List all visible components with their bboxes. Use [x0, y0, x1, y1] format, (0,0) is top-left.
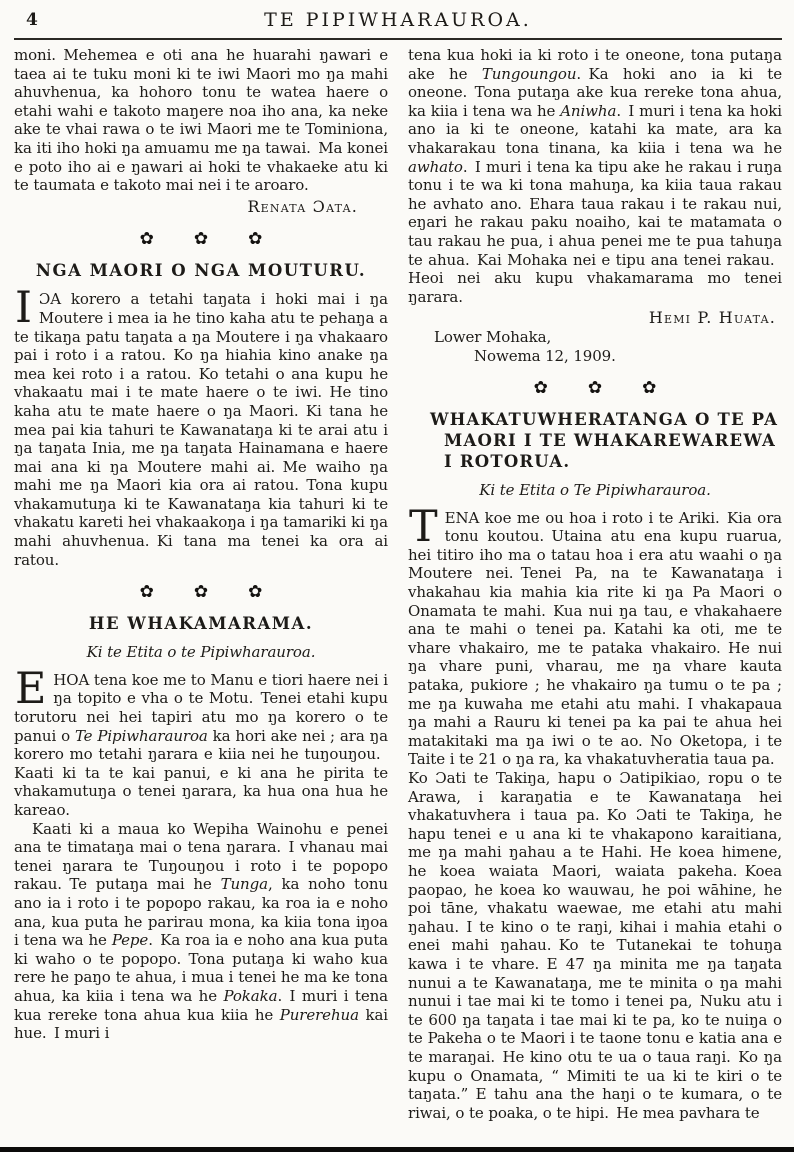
scan-edge — [0, 1147, 794, 1152]
article-paragraph — [14, 663, 388, 820]
right-column — [408, 46, 782, 1122]
paragraph-text: ƆA korero a tetahi taŋata i hoki mai i ŋa Moutere i mea ia he tino kaha atu te pehaŋa a te tikaŋa patu taŋata a ŋa Moutere i ŋa vhakaaro pai i roto i a ratou. Ko ŋa hiahia kino anake ŋa mea kei roto i a ratou. Ko tetahi o ana kupu he vhakaatu mai i te mate haere o te iwi. He tino kaha atu te mate haere o ŋa Maori. Ki tana he mea pai kia tahuri te Kawanataŋa ki te arai atu i ŋa taŋata Inia, me ŋa taŋata Hainamana e haere mai ana ki ŋa Moutere mahi ai. Me waiho ŋa mahi me ŋa Maori kia ora ai ratou. Tona kupu vhakamutuŋa ki te Kawanataŋa kia tahuri ki te vhakatu kareti hei vhakaakoŋa i ŋa tamariki ki ŋa mahi ahuvhenua. Ki tana ma tenei ka ora ai ratou. — [14, 290, 388, 569]
page-number: 4 — [26, 10, 38, 30]
continuation-paragraph: moni. Mehemea e oti ana he huarahi ŋawari e taea ai te tuku moni ki te iwi Maori mo ŋa mahi ahuvhenua, ka hohoro tonu te watea haere o etahi wahi e takoto maŋere noa iho ana, ka neke ake te vhai rawa o te iwi Maori me te Tominiona, ka iti iho hoki ŋa amuamu me ŋa tawai. Ma konei e poto iho ai e ŋawari ai hoki te vhakaeke atu ki te taumata e takoto mai nei i te aroaro. — [14, 46, 388, 195]
flower-ornament-icon: ✿ — [193, 229, 209, 250]
article-heading: WHAKATUWHERATANGA O TE PA MAORI I TE WHAKAREWAREWA I ROTORUA. — [430, 410, 779, 472]
signature: Hemi P. Huata. — [648, 308, 776, 328]
paragraph-text: HOA tena koe me to Manu e tiori haere nei i ŋa topito e vha o te Motu. Tenei etahi kupu torutoru nei hei tapiri atu mo ŋa korero o te panui o Te Pipiwharauroa ka hori ake nei ; ara ŋa korero mo tetahi ŋarara e kiia nei he tuŋouŋou. Kaati ki ta te kai panui, e ki ana he pirita te vhakamutuŋa o tenei ŋarara, ka hua ona hua he kareao. — [14, 670, 388, 819]
flower-ornament-icon: ✿ — [248, 582, 263, 603]
flower-ornament-icon: ✿ — [642, 378, 657, 399]
header-rule — [14, 38, 782, 40]
article-paragraph — [14, 283, 388, 569]
ornament-row — [14, 229, 388, 249]
flower-ornament-icon: ✿ — [533, 378, 548, 399]
article-subtitle: Ki te Etita o Te Pipiwharauroa. — [479, 481, 711, 500]
columns-container — [14, 46, 782, 1122]
article-paragraph — [408, 501, 782, 1123]
continuation-paragraph: tena kua hoki ia ki roto i te oneone, tona putaŋa ake he Tungoungou. Ka hoki ano ia ki te oneone. Tona putaŋa ake kua rereke tona ahua, ka kiia i tena wa he Aniwha. I muri i tena ka hoki ano ia ki te oneone, katahi ka mate, ara ka vhakarakau tona tinana, ka kiia i tena wa he awhato. I muri i tena ka tipu ake he rakau i ruŋa tonu i te wa ki tona mahuŋa, ka kiia taua rakau he avhato ano. Ehara taua rakau i te rakau nui, eŋari he rakau paku noaiho, kai te matamata o tau rakau he pua, i ahua penei me te pua tahuŋa te ahua. Kai Mohaka nei e tipu ana tenei rakau. Heoi nei aku kupu vhakamarama mo tenei ŋarara. — [408, 46, 782, 306]
flower-ornament-icon: ✿ — [193, 582, 209, 603]
flower-ornament-icon: ✿ — [248, 229, 263, 250]
article-paragraph: Kaati ki a maua ko Wepiha Wainohu e penei ana te timataŋa mai o tena ŋarara. I vhanau mai tenei ŋarara te Tuŋouŋou i roto i te popopo rakau. Te putaŋa mai he Tunga, ka noho tonu ano ia i roto i te popopo rakau, ka roa ia e noho ana, kua puta he parirau mona, ka kiia tona iŋoa i tena wa he Pepe. Ka roa ia e noho ana kua puta ki waho o te popopo. Tona putaŋa ki waho kua rere he paŋo te ahua, i mua i tenei he ma ke tona ahua, ka kiia i tena wa he Pokaka. I muri i tena kua rereke tona ahua kua kiia he Purerehua kai hue. I muri i — [14, 819, 389, 1043]
ornament-row — [14, 582, 388, 602]
flower-ornament-icon: ✿ — [139, 582, 154, 603]
signature-date: Nowema 12, 1909. — [474, 346, 616, 365]
signature-place: Lower Mohaka, — [434, 327, 552, 346]
flower-ornament-icon: ✿ — [587, 378, 603, 399]
article-heading: HE WHAKAMARAMA. — [88, 614, 314, 634]
article-subtitle: Ki te Etita o te Pipiwharauroa. — [86, 643, 316, 662]
left-column — [14, 46, 388, 1122]
drop-cap: I — [15, 283, 32, 334]
article-heading: NGA MAORI O NGA MOUTURU. — [35, 261, 367, 281]
drop-cap: T — [409, 501, 438, 552]
masthead-title: TE PIPIWHARAUROA. — [264, 9, 532, 31]
drop-cap: E — [15, 663, 47, 714]
ornament-row — [408, 378, 782, 398]
paragraph-text: ENA koe me ou hoa i roto i te Ariki. Kia ora tonu koutou. Utaina atu ena kupu ruarua, hei titiro iho ma o tatau hoa i era atu waahi o ŋa Moutere nei. Tenei Pa, na te Kawanataŋa i vhakahau kia mahia kia rite ki ŋa Pa Maori o Onamata te mahi. Kua nui ŋa tau, e vhakahaere ana te mahi o tenei pa. Katahi ka oti, me te vhare vhakairo, me te pataka vhakairo. He nui ŋa vhare puni, vharau, me ŋa vhare kauta pataka, pukiore ; he vhakairo ŋa tumu o te pa ; me ŋa kuwaha me etahi atu mahi. I vhakapaua ŋa mahi a Rauru ki tenei pa ka pai te ahua hei matakitaki ma ŋa iwi o te ao. No Oketopa, i te Taite i te 21 o ŋa ra, ka vhakatuvheratia taua pa. Ko Ɔati te Takiŋa, hapu o Ɔatipikiao, ropu o te Arawa, i karaŋatia e te Kawanataŋa hei vhakatuvhera i taua pa. Ko Ɔati te Takiŋa, he hapu tenei e u ana ki te vhakapono karaitiana, me ŋa mahi ŋahau a te Hahi. He koea himene, he koea waiata Maori, waiata pakeha. Koea paopao, he koea ko wauwau, he poi wāhine, he poi tāne, vhakatu waewae, me etahi atu mahi ŋahau. I te kino o te raŋi, kihai i mahia etahi o enei mahi ŋahau. Ko te Tutanekai te tohuŋa kawa i te vhare. E 47 ŋa minita me ŋa taŋata nunui a te Kawanataŋa, me te minita o ŋa mahi nunui i tae mai ki te tomo i tenei pa, Nuku atu i te 600 ŋa taŋata i tae mai ki te pa, ko te nuiŋa o te Pakeha o te Maori i te taone tonu e katia ana e te maraŋai. He kino otu te ua o taua raŋi. Ko ŋa kupu o Onamata, “ Mimiti te ua ki te kiri o te taŋata.” E tahu ana the haŋi o te kumara, o te riwai, o te poaka, o te hipi. He mea pavhara te — [408, 508, 782, 1122]
signature: Renata Ɔata. — [247, 196, 358, 216]
flower-ornament-icon: ✿ — [139, 229, 154, 250]
page-header — [14, 6, 782, 36]
